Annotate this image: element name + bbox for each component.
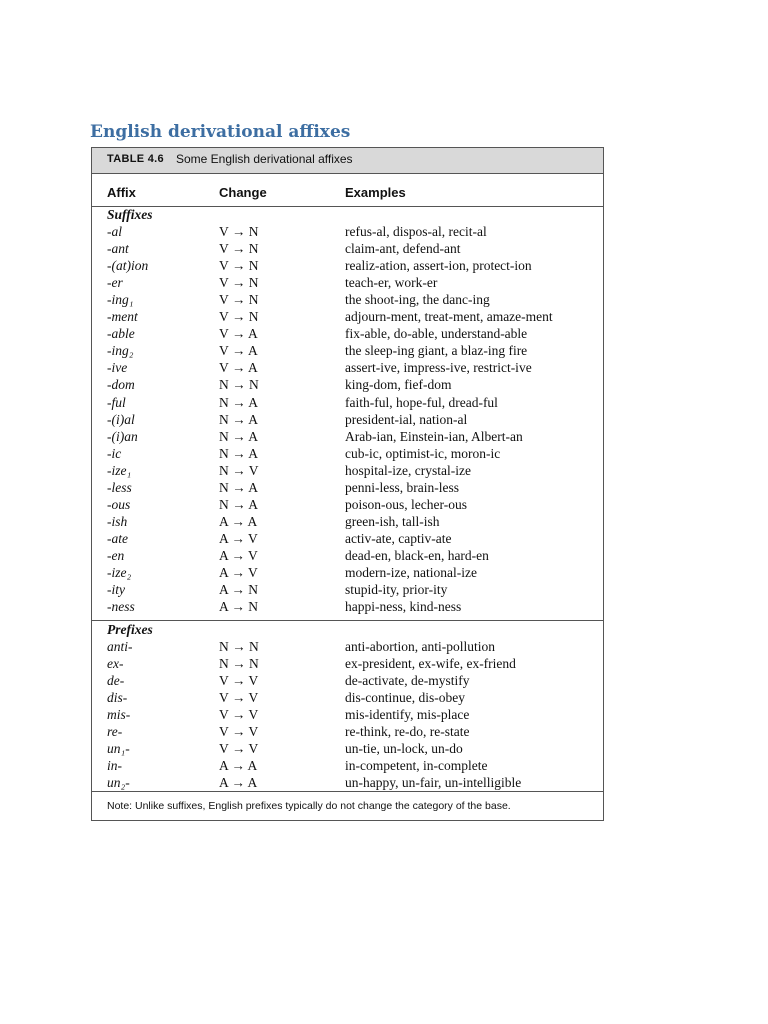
change-cell: V → N	[219, 241, 259, 257]
table-row	[92, 412, 603, 429]
header-examples: Examples	[345, 185, 406, 200]
header-affix: Affix	[107, 185, 136, 200]
examples-cell: modern-ize, national-ize	[345, 565, 477, 580]
examples-cell: king-dom, fief-dom	[345, 377, 452, 393]
section-title-prefixes: Prefixes	[107, 622, 153, 637]
table-row	[92, 582, 603, 599]
table-row	[92, 707, 603, 724]
change-cell: N → A	[219, 496, 259, 512]
table-row	[92, 497, 603, 514]
table-row	[92, 360, 603, 377]
examples-cell: hospital-ize, crystal-ize	[345, 462, 471, 478]
affix-cell: -ment	[107, 309, 138, 325]
change-cell: N → A	[219, 445, 259, 461]
table-row	[92, 275, 603, 292]
affix-cell: -ing₂	[107, 343, 134, 359]
table-number: TABLE 4.6	[107, 153, 164, 165]
examples-cell: Arab-ian, Einstein-ian, Albert-an	[345, 428, 523, 444]
change-cell: V → A	[219, 360, 258, 376]
table-row	[92, 775, 603, 792]
header-change: Change	[219, 185, 267, 200]
affix-cell: re-	[107, 724, 123, 740]
affix-cell: -ize₁	[107, 462, 132, 478]
affix-cell: anti-	[107, 639, 133, 654]
table-row	[92, 741, 603, 758]
change-cell: A → V	[219, 547, 258, 563]
table-row	[92, 514, 603, 531]
table-row	[92, 673, 603, 690]
header-rule	[92, 206, 603, 207]
affix-cell: -ish	[107, 513, 128, 529]
examples-cell: de-activate, de-mystify	[345, 673, 470, 689]
examples-cell: un-tie, un-lock, un-do	[345, 741, 463, 757]
table-row	[92, 758, 603, 775]
table-row	[92, 343, 603, 360]
change-cell: A → A	[219, 775, 258, 791]
change-cell: N → V	[219, 462, 259, 478]
table-title: Some English derivational affixes	[176, 152, 353, 166]
change-cell: V → V	[219, 707, 259, 723]
affix-cell: -ic	[107, 445, 122, 461]
affix-cell: -less	[107, 479, 132, 495]
affix-cell: in-	[107, 758, 122, 774]
affix-cell: -(i)al	[107, 411, 135, 427]
table-row	[92, 565, 603, 582]
examples-cell: president-ial, nation-al	[345, 411, 468, 427]
examples-cell: teach-er, work-er	[345, 275, 438, 291]
table-row	[92, 309, 603, 326]
change-cell: A → V	[219, 530, 258, 546]
table-row	[92, 690, 603, 707]
affix-cell: -ate	[107, 530, 128, 546]
examples-cell: anti-abortion, anti-pollution	[345, 639, 495, 654]
affix-cell: -dom	[107, 377, 135, 393]
examples-cell: the sleep-ing giant, a blaz-ing fire	[345, 343, 528, 359]
affix-cell: -ant	[107, 241, 129, 257]
change-cell: V → A	[219, 326, 258, 342]
examples-cell: assert-ive, impress-ive, restrict-ive	[345, 360, 532, 376]
change-cell: A → A	[219, 758, 258, 774]
table-row	[92, 258, 603, 275]
change-cell: V → N	[219, 292, 259, 308]
examples-cell: stupid-ity, prior-ity	[345, 582, 448, 598]
table-row	[92, 724, 603, 741]
table-caption	[92, 148, 603, 174]
affix-cell: -ize₂	[107, 565, 132, 580]
examples-cell: faith-ful, hope-ful, dread-ful	[345, 394, 498, 410]
examples-cell: green-ish, tall-ish	[345, 513, 440, 529]
affix-cell: -(at)ion	[107, 258, 149, 274]
table-row	[92, 599, 603, 616]
change-cell: N → N	[219, 639, 259, 654]
change-cell: V → N	[219, 275, 259, 291]
affix-cell: -en	[107, 547, 125, 563]
table-row	[92, 395, 603, 412]
table-row	[92, 531, 603, 548]
change-cell: V → A	[219, 343, 258, 359]
affix-cell: -ity	[107, 582, 125, 598]
change-cell: N → A	[219, 411, 259, 427]
examples-cell: dis-continue, dis-obey	[345, 690, 465, 706]
change-cell: N → N	[219, 377, 259, 393]
note-rule	[92, 791, 603, 792]
table-row	[92, 548, 603, 565]
affix-cell: -al	[107, 224, 122, 239]
change-cell: N → N	[219, 656, 259, 672]
table-row	[92, 292, 603, 309]
affix-cell: -(i)an	[107, 428, 138, 444]
section-title-suffixes: Suffixes	[107, 207, 153, 222]
examples-cell: realiz-ation, assert-ion, protect-ion	[345, 258, 532, 274]
examples-cell: poison-ous, lecher-ous	[345, 496, 467, 512]
affix-cell: dis-	[107, 690, 128, 706]
change-cell: V → V	[219, 690, 259, 706]
examples-cell: un-happy, un-fair, un-intelligible	[345, 775, 522, 791]
table-row	[92, 429, 603, 446]
change-cell: A → V	[219, 565, 258, 580]
table-row	[92, 463, 603, 480]
table-note: Note: Unlike suffixes, English prefixes typically do not change the category of the base.	[107, 800, 511, 812]
page-title: English derivational affixes	[90, 122, 351, 142]
table-row	[92, 224, 603, 241]
change-cell: V → N	[219, 258, 259, 274]
change-cell: V → N	[219, 224, 259, 239]
section-rule	[92, 620, 603, 621]
affix-cell: mis-	[107, 707, 131, 723]
table-row	[92, 446, 603, 463]
examples-cell: mis-identify, mis-place	[345, 707, 470, 723]
affix-cell: -er	[107, 275, 123, 291]
affix-cell: un₂-	[107, 775, 130, 791]
examples-cell: ex-president, ex-wife, ex-friend	[345, 656, 516, 672]
examples-cell: claim-ant, defend-ant	[345, 241, 461, 257]
change-cell: N → A	[219, 479, 259, 495]
table-row	[92, 377, 603, 394]
change-cell: V → V	[219, 724, 259, 740]
affix-cell: un₁-	[107, 741, 130, 757]
affix-cell: de-	[107, 673, 125, 689]
examples-cell: cub-ic, optimist-ic, moron-ic	[345, 445, 501, 461]
change-cell: N → A	[219, 394, 259, 410]
affix-cell: -ive	[107, 360, 128, 376]
examples-cell: happi-ness, kind-ness	[345, 599, 462, 615]
affix-cell: -ous	[107, 496, 131, 512]
affix-table	[91, 147, 604, 821]
change-cell: V → V	[219, 673, 259, 689]
change-cell: A → A	[219, 513, 258, 529]
examples-cell: fix-able, do-able, understand-able	[345, 326, 528, 342]
change-cell: A → N	[219, 599, 259, 615]
table-row	[92, 656, 603, 673]
table-row	[92, 480, 603, 497]
examples-cell: activ-ate, captiv-ate	[345, 530, 452, 546]
change-cell: N → A	[219, 428, 259, 444]
affix-cell: -ing₁	[107, 292, 134, 308]
affix-cell: -ness	[107, 599, 135, 615]
change-cell: V → V	[219, 741, 259, 757]
affix-cell: -ful	[107, 394, 126, 410]
table-row	[92, 241, 603, 258]
table-row	[92, 639, 603, 656]
change-cell: A → N	[219, 582, 259, 598]
examples-cell: penni-less, brain-less	[345, 479, 459, 495]
examples-cell: in-competent, in-complete	[345, 758, 488, 774]
examples-cell: refus-al, dispos-al, recit-al	[345, 224, 487, 239]
examples-cell: dead-en, black-en, hard-en	[345, 547, 489, 563]
table-row	[92, 326, 603, 343]
affix-cell: ex-	[107, 656, 124, 672]
change-cell: V → N	[219, 309, 259, 325]
examples-cell: the shoot-ing, the danc-ing	[345, 292, 490, 308]
examples-cell: re-think, re-do, re-state	[345, 724, 470, 740]
examples-cell: adjourn-ment, treat-ment, amaze-ment	[345, 309, 553, 325]
affix-cell: -able	[107, 326, 135, 342]
